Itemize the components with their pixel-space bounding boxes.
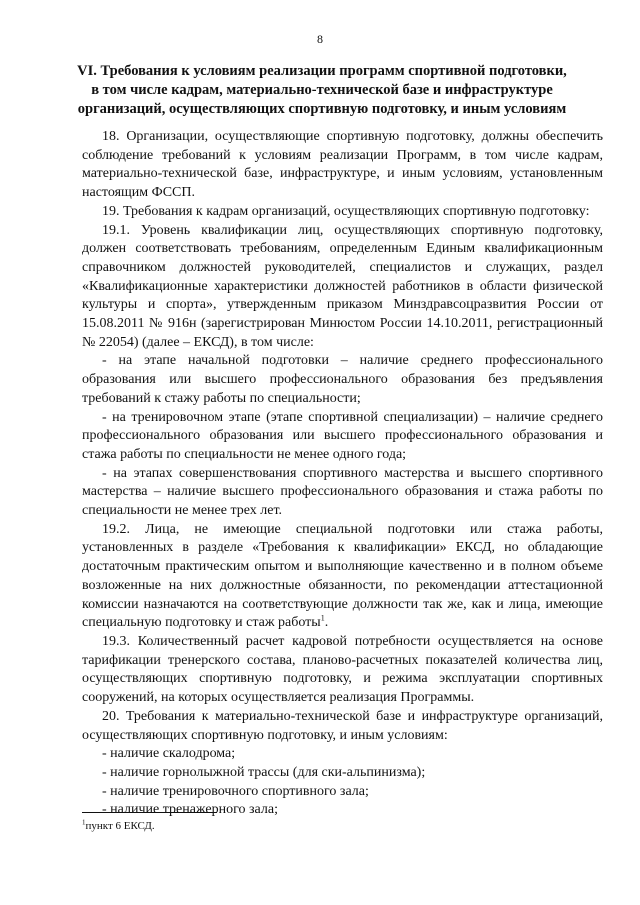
footnote bbox=[82, 820, 155, 832]
list-item: - наличие горнолыжной трассы (для ски-альпинизма); bbox=[102, 764, 426, 780]
footnote-reference[interactable]: 1 bbox=[320, 613, 325, 623]
footnote-mark: 1 bbox=[82, 818, 86, 827]
footnote-text: пункт 6 ЕКСД. bbox=[85, 820, 155, 832]
section-title bbox=[62, 62, 582, 119]
footnote-divider bbox=[82, 812, 217, 813]
section-title-line: VI. Требования к условиям реализации программ спортивной подготовки, bbox=[77, 63, 567, 79]
document-body bbox=[82, 128, 603, 820]
page-number: 8 bbox=[317, 32, 323, 46]
paragraph-19: 19. Требования к кадрам организаций, осуществляющих спортивную подготовку: bbox=[102, 203, 590, 219]
list-item: - на этапах совершенствования спортивного мастерства и высшего спортивного мастерства – наличие высшего профессионального образования и стажа работы по специальности не менее трех лет. bbox=[82, 465, 603, 519]
list-item: - наличие скалодрома; bbox=[102, 746, 236, 762]
section-title-line: в том числе кадрам, материально-технической базе и инфраструктуре bbox=[91, 82, 553, 98]
list-item: - наличие тренировочного спортивного зала; bbox=[102, 783, 369, 799]
list-item: - на тренировочном этапе (этапе спортивной специализации) – наличие среднего профессионального образования или высшего профессионального образования и стажа работы по специальности не менее одного года; bbox=[82, 409, 603, 462]
paragraph-19-2-text: 19.2. Лица, не имеющие специальной подготовки или стажа работы, установленных в разделе «Требования к квалификации» ЕКСД, но обладающие достаточным практическим опытом и выполняющие качественно и в полном объеме возложенные на них должностные обязанности, по рекомендации аттестационной комиссии назначаются на соответствующие должности так же, как и лица, имеющие специальную подготовку и стаж работы bbox=[82, 521, 603, 631]
paragraph-19-2: 19.2. Лица, не имеющие специальной подготовки или стажа работы, установленных в разделе «Требования к квалификации» ЕКСД, но обладающие достаточным практическим опытом и выполняющие качественно и в полном объеме возложенные на них должностные обязанности, по рекомендации аттестационной комиссии назначаются на соответствующие должности так же, как и лица, имеющие специальную подготовку и стаж работы$^1$. bbox=[82, 521, 603, 631]
list-item: - наличие тренажерного зала; bbox=[102, 802, 278, 818]
paragraph-18: 18. Организации, осуществляющие спортивную подготовку, должны обеспечить соблюдение требований к условиям реализации Программ, в том числе кадрам, материально-технической базе, инфраструктуре, и иным условиям, установленным настоящим ФССП. bbox=[82, 129, 603, 201]
paragraph-20: 20. Требования к материально-технической базе и инфраструктуре организаций, осуществляющих спортивную подготовку, и иным условиям: bbox=[82, 708, 603, 743]
section-title-line: организаций, осуществляющих спортивную подготовку, и иным условиям bbox=[77, 101, 567, 117]
paragraph-19-3: 19.3. Количественный расчет кадровой потребности осуществляется на основе тарификации тренерского состава, планово-расчетных показателей количества лиц, осуществляющих спортивную подготовку, и режима эксплуатации спортивных сооружений, на которых осуществляется реализация Программы. bbox=[82, 633, 603, 706]
paragraph-19-1: 19.1. Уровень квалификации лиц, осуществляющих спортивную подготовку, должен соответствовать требованиям, определенным Единым квалификационным справочником должностей руководителей, специалистов и служащих, раздел «Квалификационные характеристики должностей работников в области физической культуры и спорта», утвержденным приказом Минздравсоцразвития России от 15.08.2011 № 916н (зарегистрирован Минюстом России 14.10.2011, регистрационный № 22054) (далее – ЕКСД), в том числе: bbox=[82, 222, 603, 350]
list-item: - на этапе начальной подготовки – наличие среднего профессионального образования или высшего профессионального образования без предъявления требований к стажу работы по специальности; bbox=[82, 353, 603, 406]
